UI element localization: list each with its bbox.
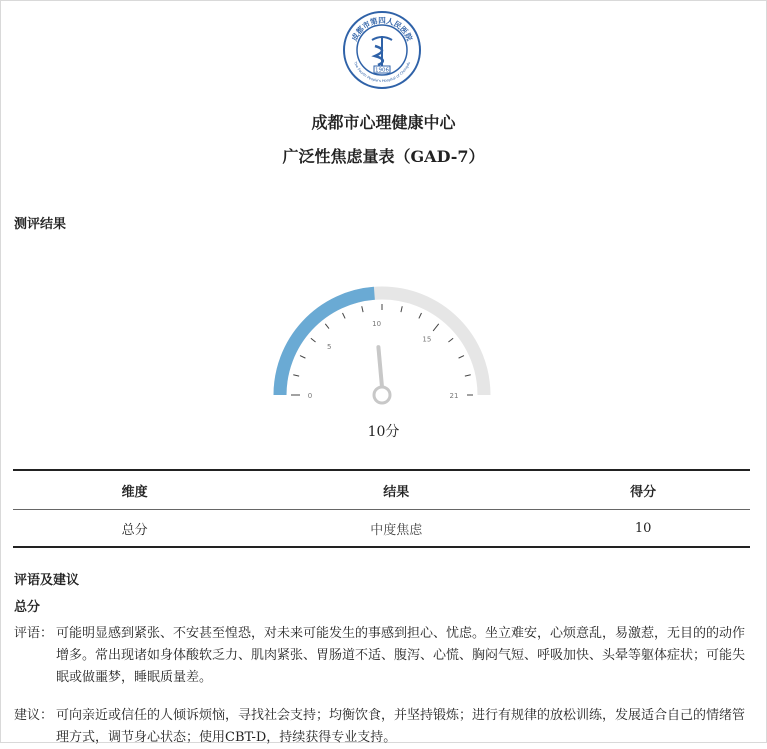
- suggestion-label: 建议：: [14, 708, 54, 723]
- gauge-tick: [362, 306, 363, 312]
- gauge-tick-label: 15: [422, 335, 432, 344]
- seal-year: 1906: [375, 67, 389, 74]
- gauge-needle: [378, 347, 382, 387]
- cell-dimension: 总分: [13, 510, 256, 548]
- gauge-tick: [448, 338, 453, 342]
- gauge-hub: [374, 387, 390, 403]
- gauge-score-label: 10分: [367, 424, 400, 440]
- gauge-tick: [325, 324, 329, 329]
- evaluation-text: 可能明显感到紧张、不安甚至惶恐，对未来可能发生的事感到担心、忧虑。坐立难安，心烦意乱，易激惹，无目的的动作增多。常出现诸如身体酸软乏力、肌肉紧张、胃肠道不适、腹泻、心慌、胸闷气短、呼吸加快、头晕等躯体症状；可能失眠或做噩梦，睡眠质量差。: [56, 626, 746, 685]
- column-header-score: 得分: [536, 470, 750, 510]
- gauge-tick: [465, 375, 471, 376]
- gauge-tick-label: 21: [449, 392, 459, 400]
- result-table: [13, 469, 750, 548]
- evaluation-block: [14, 623, 754, 689]
- cell-result: 中度焦虑: [256, 510, 536, 548]
- score-gauge: [262, 280, 502, 410]
- hospital-seal-icon: [342, 10, 422, 90]
- comments-subtitle: 总分: [14, 600, 41, 615]
- scale-title: 广泛性焦虑量表（GAD-7）: [282, 147, 485, 166]
- column-header-result: 结果: [256, 470, 536, 510]
- gauge-tick-label: 10: [372, 320, 382, 329]
- gauge-tick: [293, 375, 299, 376]
- suggestion-text: 可向亲近或信任的人倾诉烦恼，寻找社会支持；均衡饮食，并坚持锻炼；进行有规律的放松训练，发展适合自己的情绪管理方式，调节身心状态；使用CBT-D，持续获得专业支持。: [56, 708, 746, 745]
- column-header-dimension: 维度: [13, 470, 256, 510]
- gauge-tick: [459, 356, 464, 359]
- suggestion-block: [14, 705, 754, 749]
- result-section-title: 测评结果: [14, 217, 67, 232]
- gauge-tick: [343, 313, 346, 318]
- org-name: 成都市心理健康中心: [311, 113, 456, 132]
- seal-bottom-text: The Fourth People's Hospital of Chengdu: [352, 61, 412, 84]
- cell-score: 10: [536, 510, 750, 548]
- table-row: [13, 510, 750, 548]
- gauge-tick: [401, 306, 402, 312]
- seal-ring-text: 成都市第四人民医院: [349, 16, 415, 43]
- gauge-tick: [419, 313, 422, 318]
- gauge-tick: [433, 324, 439, 331]
- table-header-row: [13, 470, 750, 510]
- comments-section-title: 评语及建议: [14, 573, 80, 588]
- gauge-tick: [300, 356, 305, 359]
- gauge-tick-label: 5: [326, 343, 332, 352]
- gauge-tick: [311, 338, 316, 342]
- evaluation-label: 评语：: [14, 626, 54, 641]
- gauge-tick-label: 0: [307, 392, 313, 400]
